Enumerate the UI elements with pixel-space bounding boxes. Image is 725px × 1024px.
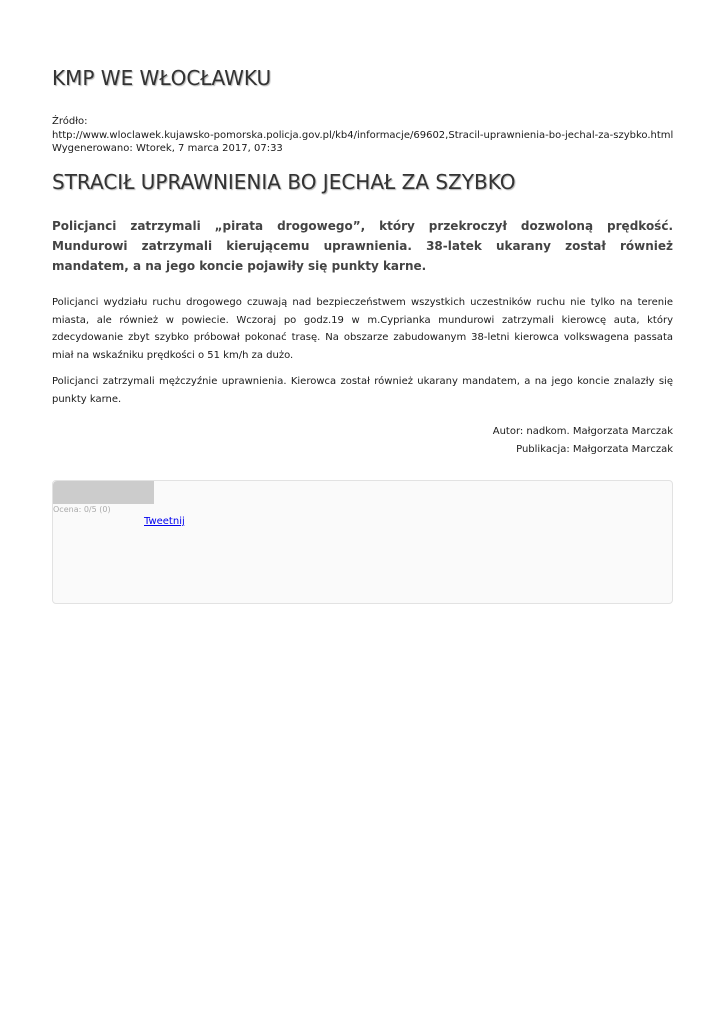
article-paragraph-2: Policjanci zatrzymali mężczyźnie uprawnienia. Kierowca został również ukarany mandatem, a na jego koncie znalazły się punkty karne. — [52, 376, 673, 405]
generated-date: Wygenerowano: Wtorek, 7 marca 2017, 07:33 — [52, 143, 283, 154]
article-title: STRACIŁ UPRAWNIENIA BO JECHAŁ ZA SZYBKO — [52, 170, 516, 194]
source-meta — [52, 115, 692, 156]
article-paragraph-1: Policjanci wydziału ruchu drogowego czuwają nad bezpieczeństwem wszystkich uczestników ruchu nie tylko na terenie miasta, ale również w powiecie. Wczoraj po godz.19 w m.Cyprianka mundurowi zatrzymali kierowcę auta, który zdecydowanie zbyt szybko próbował pokonać trasę. Na obszarze zabudowanym 38-letni kierowca volkswagena passata miał na wskaźniku prędkości o 51 km/h za dużo. — [52, 297, 673, 361]
share-box — [52, 480, 673, 604]
source-label: Źródło: — [52, 116, 88, 127]
article-body — [52, 294, 673, 417]
article-lead: Policjanci zatrzymali „pirata drogowego”, który przekroczył dozwoloną prędkość. Mundurowi zatrzymali kierującemu uprawnienia. 38-latek ukarany został również mandatem, a na jego koncie pojawiły się punkty karne. — [52, 219, 673, 273]
rating-bar[interactable] — [53, 481, 154, 504]
site-title: KMP WE WŁOCŁAWKU — [52, 66, 272, 90]
tweet-link[interactable]: Tweetnij — [144, 516, 185, 527]
author-line: Autor: nadkom. Małgorzata Marczak — [492, 426, 673, 437]
source-url: http://www.wloclawek.kujawsko-pomorska.policja.gov.pl/kb4/informacje/69602,Stracil-uprawnienia-bo-jechal-za-szybko.html — [52, 129, 674, 141]
publication-line: Publikacja: Małgorzata Marczak — [516, 443, 673, 455]
rating-label: Ocena: 0/5 (0) — [53, 505, 111, 514]
article-credits — [52, 423, 673, 458]
